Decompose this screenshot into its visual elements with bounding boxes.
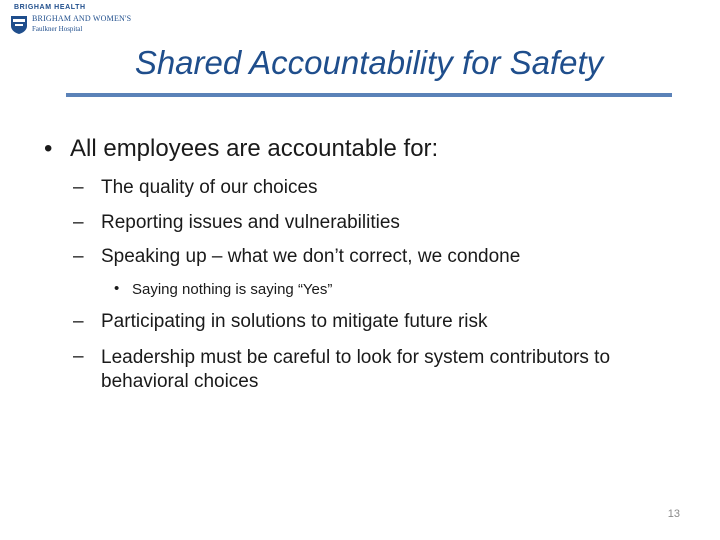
page-number: 13: [667, 508, 680, 520]
list-item-text: Speaking up – what we don’t correct, we condone: [101, 246, 521, 267]
title-divider: [66, 93, 672, 97]
dash-icon: –: [73, 212, 84, 233]
dash-icon: –: [73, 311, 84, 332]
bullet-dot-icon: •: [114, 280, 120, 297]
dash-icon: –: [73, 177, 84, 198]
sub-list-item-text: Saying nothing is saying “Yes”: [132, 281, 333, 298]
logo-line-2: Faulkner Hospital: [32, 25, 83, 33]
bullet-dot-icon: •: [44, 135, 53, 162]
hospital-logo: [8, 4, 148, 40]
dash-icon: –: [73, 346, 84, 367]
main-bullet-text: All employees are accountable for:: [70, 135, 439, 162]
list-item-text: The quality of our choices: [101, 177, 318, 198]
list-item-text: Participating in solutions to mitigate future risk: [101, 311, 488, 332]
shield-icon: [10, 15, 28, 35]
slide-title: Shared Accountability for Safety: [134, 44, 604, 81]
list-item-text: Reporting issues and vulnerabilities: [101, 212, 400, 233]
dash-icon: –: [73, 246, 84, 267]
list-item-text: Leadership must be careful to look for system contributors to behavioral choices: [101, 347, 611, 392]
logo-line-1: BRIGHAM AND WOMEN'S: [32, 14, 132, 23]
logo-brigham-health: BRIGHAM HEALTH: [14, 4, 86, 11]
